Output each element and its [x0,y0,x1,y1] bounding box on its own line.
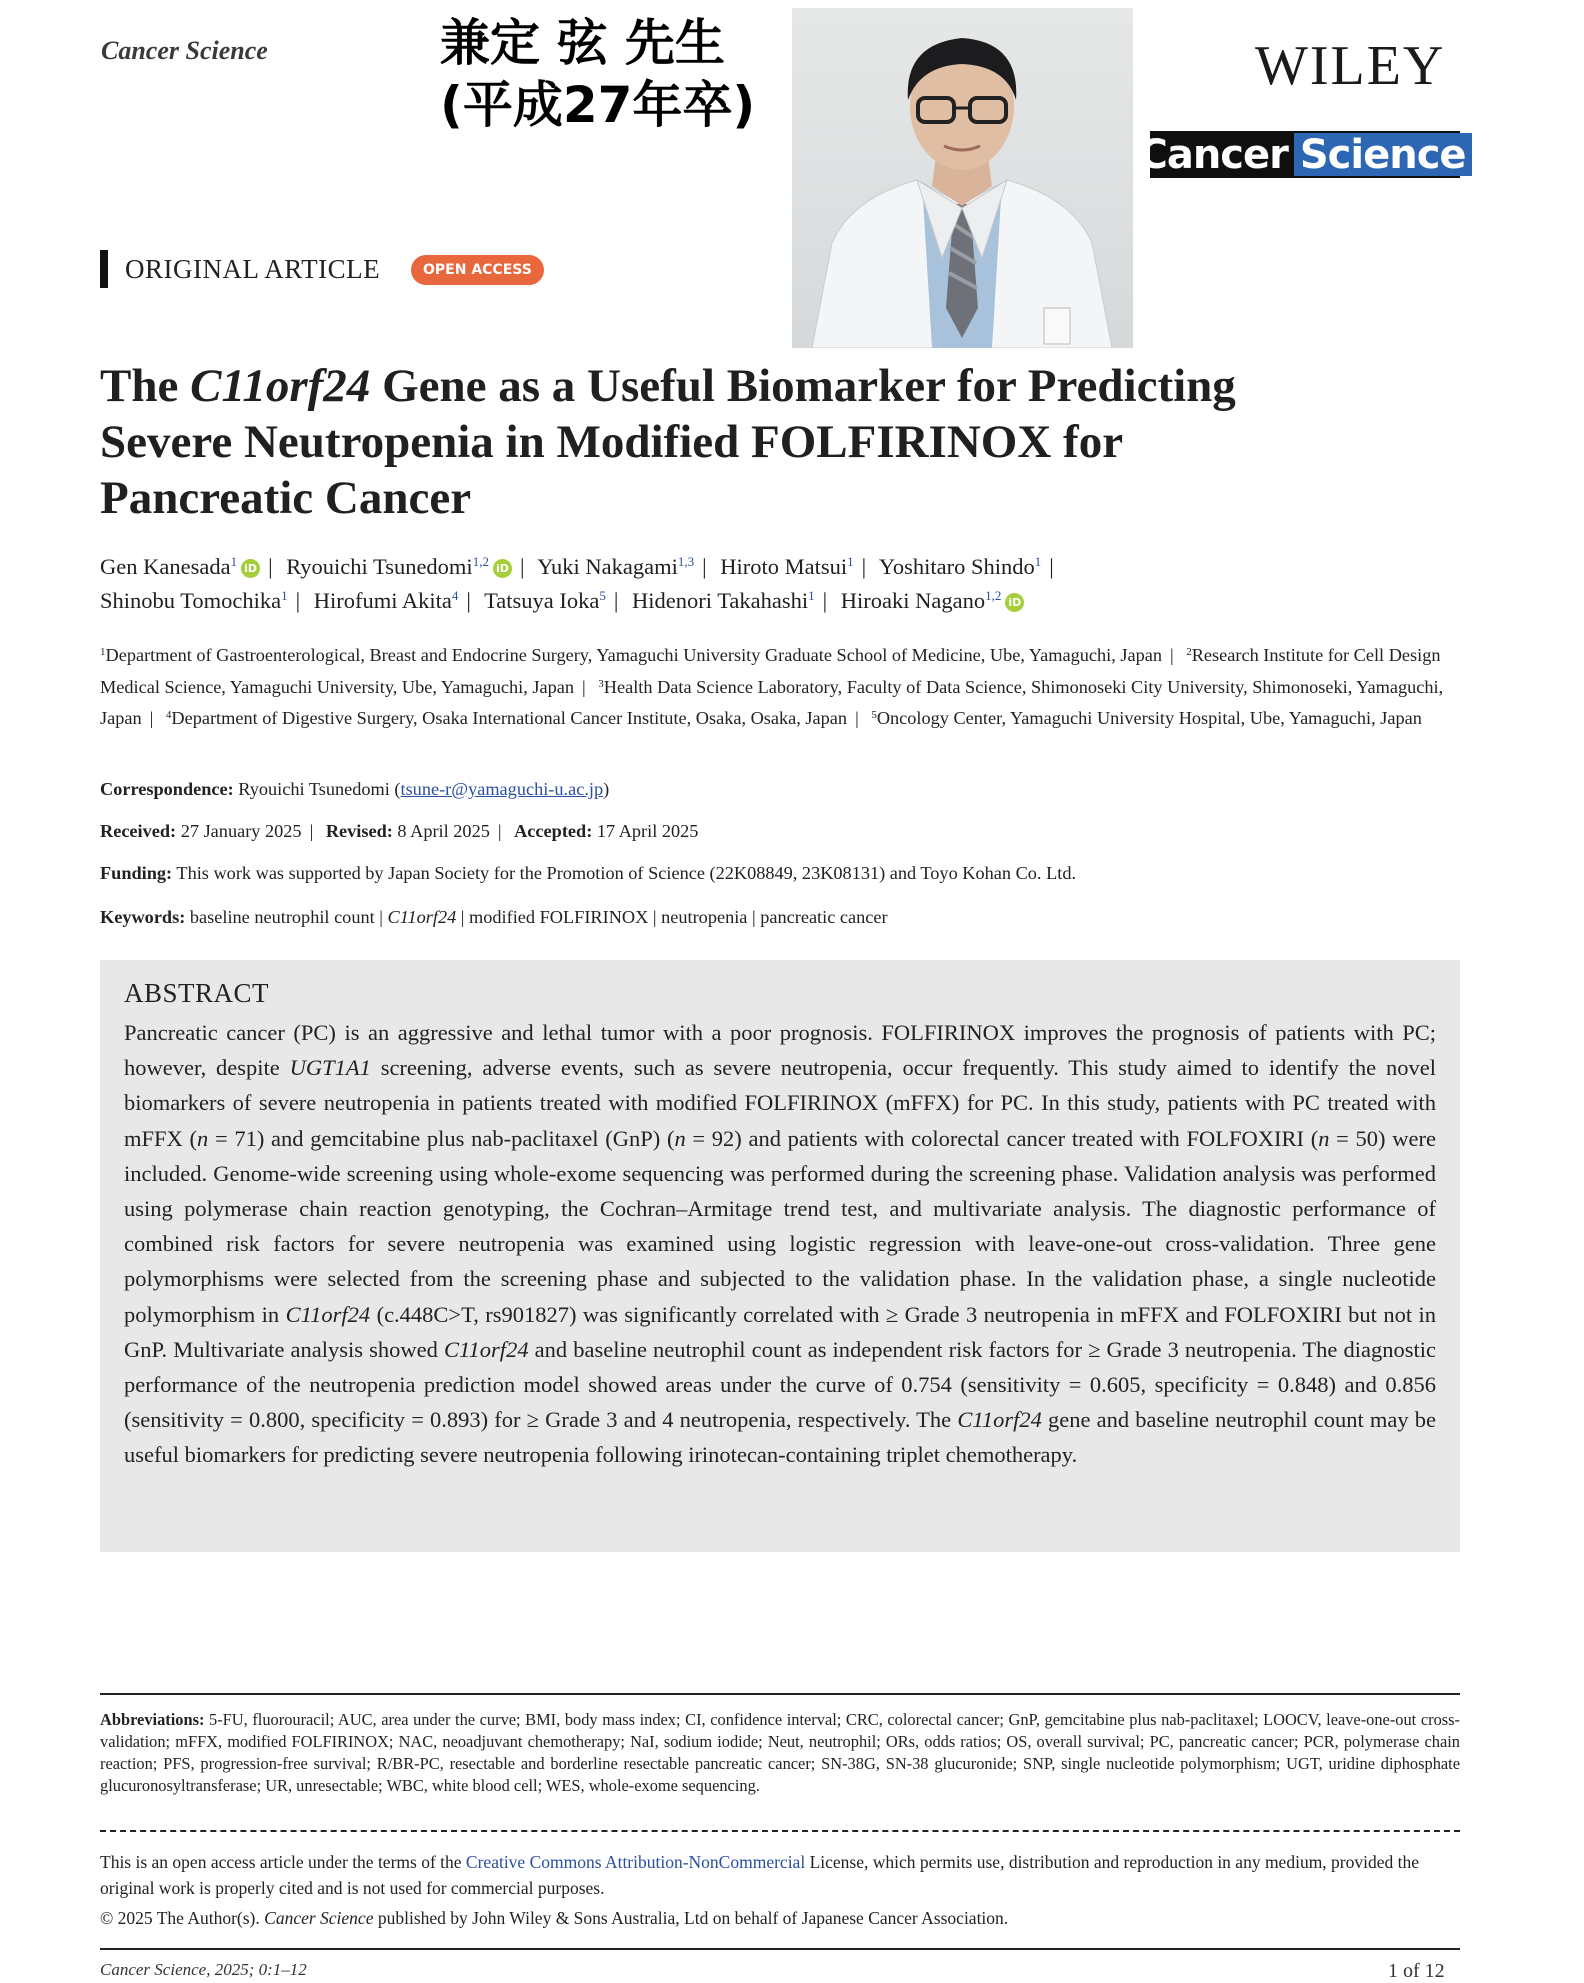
author[interactable]: Hidenori Takahashi$^1$ [632,588,815,613]
title-gene: C11orf24 [190,360,371,412]
open-access-badge: OPEN ACCESS [411,255,544,285]
correspondence-name: Ryouichi Tsunedomi [238,779,390,799]
footer-rule [100,1948,1460,1950]
author[interactable]: Hiroto Matsui$^1$ [720,554,854,579]
keyword: baseline neutrophil count [189,907,375,927]
keyword: neutropenia [661,907,748,927]
affiliation: $^4$Department of Digestive Surgery, Osaka International Cancer Institute, Osaka, Osaka, Japan [165,708,848,728]
received-date: 27 January 2025 [180,821,302,841]
author[interactable]: Shinobu Tomochika$^1$ [100,588,288,613]
correspondence-label: Correspondence: [100,779,234,799]
journal-logo [1138,131,1466,178]
abbreviations [100,1709,1460,1797]
person-name: 兼定 弦 先生 [440,14,725,72]
keywords-label: Keywords: [100,907,186,927]
revised-label: Revised: [325,821,393,841]
publisher-logo: WILEY [1255,35,1446,97]
abstract-heading: ABSTRACT [124,978,270,1008]
person-caption [440,12,755,136]
article-type: ORIGINAL ARTICLE [125,254,381,284]
journal-logo-part2: Science [1294,133,1472,176]
person-graduation-year: (平成27年卒) [440,76,756,134]
author[interactable]: Tatsuya Ioka$^5$ [484,588,606,613]
article-title [100,358,1460,526]
title-prefix: The [100,360,179,412]
affiliation: $^1$Department of Gastroenterological, Breast and Endocrine Surgery, Yamaguchi University Graduate School of Medicine, Ube, Yamaguchi, Japan [100,645,1162,665]
orcid-icon[interactable]: iD [1005,593,1024,612]
article-dates: Received: 27 January 2025 | Revised: 8 April 2025 | Accepted: 17 April 2025 [100,821,699,841]
title-line-2: Severe Neutropenia in Modified FOLFIRINOX for [100,416,1124,468]
orcid-icon[interactable]: iD [493,559,512,578]
author-list: Gen Kanesada$^1$ iD | Ryouichi Tsunedomi$^{1,2}$ iD | Yuki Nakagami$^{1,3}$ | Hiroto Matsui$^1$ | Yoshitaro Shindo$^1$ | Shinobu Tomochika$^1$ | Hirofumi Akita$^4$ | Tatsuya Ioka$^5$ | Hidenori Takahashi$^1$ | Hiroaki Nagano$^{1,2}$ iD [100,554,1054,613]
correspondence: Correspondence: Ryouichi Tsunedomi (tsune-r@yamaguchi-u.ac.jp) [100,779,610,799]
author[interactable]: Yuki Nakagami$^{1,3}$ [537,554,695,579]
author[interactable]: Yoshitaro Shindo$^1$ [878,554,1042,579]
correspondence-email-link[interactable]: tsune-r@yamaguchi-u.ac.jp [400,779,604,799]
affiliations: $^1$Department of Gastroenterological, Breast and Endocrine Surgery, Yamaguchi University Graduate School of Medicine, Ube, Yamaguchi, Japan | $^2$Research Institute for Cell Design Medical Science, Yamaguchi University, Ube, Yamaguchi, Japan | $^3$Health Data Science Laboratory, Faculty of Data Science, Shimonoseki City University, Shimonoseki, Yamaguchi, Japan | $^4$Department of Digestive Surgery, Osaka International Cancer Institute, Osaka, Osaka, Japan | $^5$Oncology Center, Yamaguchi University Hospital, Ube, Yamaguchi, Japan [100,645,1444,728]
abstract-text: Pancreatic cancer (PC) is an aggressive and lethal tumor with a poor prognosis. FOLFIRINOX improves the prognosis of patients with PC; however, despite UGT1A1 screening, adverse events, such as severe neutropenia, occur frequently. This study aimed to identify the novel biomarkers of severe neutropenia in patients treated with modified FOLFIRINOX (mFFX) for PC. In this study, patients with PC treated with mFFX (n = 71) and gemcitabine plus nab-paclitaxel (GnP) (n = 92) and patients with colorectal cancer treated with FOLFOXIRI (n = 50) were included. Genome-wide screening using whole-exome sequencing was performed during the screening phase. Validation analysis was performed using polymerase chain reaction genotyping, the Cochran–Armitage trend test, and multivariate analysis. The diagnostic performance of combined risk factors for severe neutropenia was examined using logistic regression with leave-one-out cross-validation. Three gene polymorphisms were selected from the screening phase and subjected to the validation phase. In the validation phase, a single nucleotide polymorphism in C11orf24 (c.448C>T, rs901827) was significantly correlated with ≥ Grade 3 neutropenia in mFFX and FOLFOXIRI but not in GnP. Multivariate analysis showed C11orf24 and baseline neutrophil count as independent risk factors for ≥ Grade 3 neutropenia. The diagnostic performance of the neutropenia prediction model showed areas under the curve of 0.754 (sensitivity = 0.605, specificity = 0.848) and 0.856 (sensitivity = 0.800, specificity = 0.893) for ≥ Grade 3 and 4 neutropenia, respectively. The C11orf24 gene and baseline neutrophil count may be useful biomarkers for predicting severe neutropenia following irinotecan-containing triplet chemotherapy. [124,1020,1436,1468]
footnote-rule [100,1693,1460,1695]
license-statement: This is an open access article under the terms of the Creative Commons Attribution-NonCommercial License, which permits use, distribution and reproduction in any medium, provided the original work is properly cited and is not used for commercial purposes. [100,1852,1420,1898]
footer-citation: Cancer Science, 2025; 0:1–12 [100,1960,307,1979]
license-link[interactable]: Creative Commons Attribution-NonCommercial [465,1852,806,1872]
author[interactable]: Gen Kanesada$^1$ iD [100,554,260,579]
affiliation: $^5$Oncology Center, Yamaguchi University Hospital, Ube, Yamaguchi, Japan [871,708,1422,728]
orcid-icon[interactable]: iD [241,559,260,578]
revised-date: 8 April 2025 [397,821,490,841]
author[interactable]: Hirofumi Akita$^4$ [313,588,459,613]
accepted-label: Accepted: [514,821,593,841]
portrait-photo [792,8,1133,348]
journal-logo-part1: Cancer [1138,131,1288,178]
article-type-bar [100,250,108,288]
title-line-3: Pancreatic Cancer [100,472,472,524]
author[interactable]: Hiroaki Nagano$^{1,2}$ iD [841,588,1025,613]
title-line-1 [100,358,1460,414]
keyword: pancreatic cancer [760,907,888,927]
footnote-dashed-rule [100,1830,1460,1832]
portrait-illustration [792,8,1133,348]
keyword: C11orf24 [387,907,457,927]
affiliation: $^2$Research Institute for Cell Design Medical Science, Yamaguchi University, Ube, Yamaguchi, Japan [100,645,1441,697]
copyright: © 2025 The Author(s). Cancer Science published by John Wiley & Sons Australia, Ltd on behalf of Japanese Cancer Association. [100,1908,1009,1928]
title-rest: Gene as a Useful Biomarker for Predicting [382,360,1236,412]
abbreviations-text: 5-FU, fluorouracil; AUC, area under the curve; BMI, body mass index; CI, confidence interval; CRC, colorectal cancer; GnP, gemcitabine plus nab-paclitaxel; LOOCV, leave-one-out cross-validation; mFFX, modified FOLFIRINOX; NAC, neoadjuvant chemotherapy; NaI, sodium iodide; Neut, neutrophil; ORs, odds ratios; OS, overall survival; PC, pancreatic cancer; PCR, polymerase chain reaction; PFS, progression-free survival; R/BR-PC, resectable and borderline resectable pancreatic cancer; SN-38G, SN-38 glucuronide; SNP, single nucleotide polymorphism; UGT, uridine diphosphate glucuronosyltransferase; UR, unresectable; WBC, white blood cell; WES, whole-exome sequencing. [100,1710,1460,1795]
funding-text: This work was supported by Japan Society for the Promotion of Science (22K08849, 23K08131) and Toyo Kohan Co. Ltd. [176,863,1077,883]
affiliation: $^3$Health Data Science Laboratory, Faculty of Data Science, Shimonoseki City University, Shimonoseki, Yamaguchi, Japan [100,676,1444,728]
abbreviations-label: Abbreviations: [100,1710,205,1729]
journal-name: Cancer Science [101,36,268,65]
keywords: Keywords: baseline neutrophil count | C11orf24 | modified FOLFIRINOX | neutropenia | pancreatic cancer [100,907,888,927]
funding [100,863,1076,884]
received-label: Received: [100,821,177,841]
keyword: modified FOLFIRINOX [469,907,649,927]
funding-label: Funding: [100,863,173,883]
author[interactable]: Ryouichi Tsunedomi$^{1,2}$ iD [286,554,512,579]
page-number: 1 of 12 [1388,1960,1445,1982]
accepted-date: 17 April 2025 [596,821,699,841]
